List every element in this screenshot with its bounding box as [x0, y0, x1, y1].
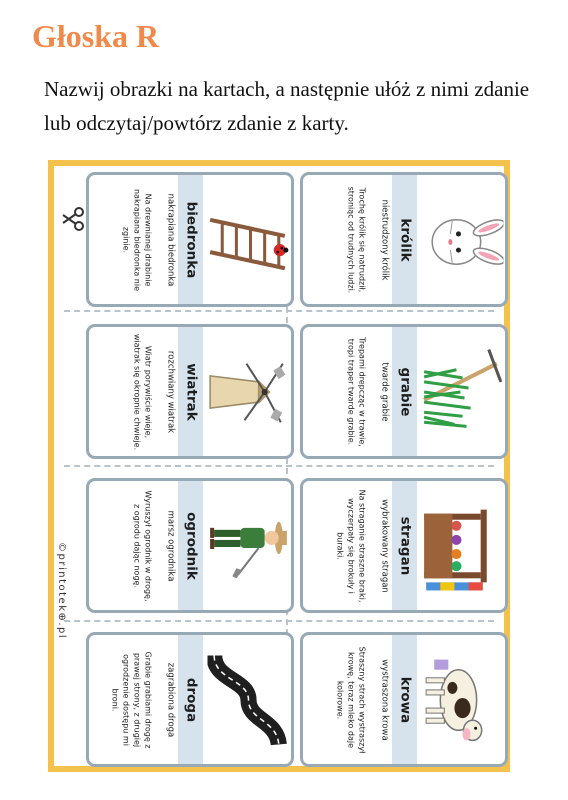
card-phrase: rozchwiany wiatrak: [165, 350, 176, 433]
card-biedronka[interactable]: [86, 172, 294, 307]
card-droga[interactable]: [86, 632, 294, 767]
card-phrase: twarde grabie: [379, 361, 390, 422]
card-grabie[interactable]: [300, 324, 508, 459]
card-phrase: niestrudzony królik: [379, 199, 390, 280]
market-stall-icon: [422, 495, 504, 596]
card-phrase: wystraszona krowa: [379, 658, 390, 741]
ladder-ladybug-icon: [208, 189, 290, 290]
card-phrase: nakrapiana biedronka: [165, 193, 176, 286]
card-sentence: Wiatr porywiście wieje, wiatrak się okropnie chwieje.: [132, 333, 153, 450]
cut-line: [64, 465, 494, 467]
road-icon: [208, 649, 290, 750]
card-word: królik: [397, 217, 414, 262]
card-krowa[interactable]: [300, 632, 508, 767]
card-word: stragan: [397, 516, 414, 575]
rabbit-icon: [422, 189, 504, 290]
card-phrase: wybrakowany stragan: [379, 498, 390, 593]
card-word: wiatrak: [183, 362, 200, 421]
card-phrase: zagrabiona droga: [165, 662, 176, 737]
page-title: Głoska R: [32, 18, 160, 54]
card-sentence: Trochę królik się natrudził, stroniąc od trudnych ludzi.: [346, 186, 367, 293]
card-word: droga: [183, 677, 200, 722]
card-ogrodnik[interactable]: [86, 478, 294, 613]
printoteka-watermark: ©printotek⊕.pl: [56, 542, 67, 640]
card-sentence: Na straganie straszne braki, wyczerpały się brokuły i buraki.: [335, 489, 367, 602]
card-phrase: marsz ogrodnika: [165, 510, 176, 581]
scissors-icon: [60, 206, 86, 232]
card-word: biedronka: [183, 201, 200, 278]
rake-grass-icon: [422, 341, 504, 442]
card-word: ogrodnik: [183, 511, 200, 580]
card-sentence: Trepami drepcząc w trawie, tropi traper twarde grabie.: [346, 336, 367, 447]
cut-line: [64, 310, 494, 312]
card-sentence: Wyruszył ogrodnik w drogę, z ogrodu dając nogę.: [132, 489, 153, 602]
card-sentence: Grabie grabiami drogę z prawej strony, z drugiej ogrodzenie dostępu mi broni.: [110, 650, 153, 748]
card-sentence: Straszny strach wystraszył krowę, teraz mleko daje kolorowe.: [335, 646, 367, 753]
card-krolik[interactable]: [300, 172, 508, 307]
card-word: krowa: [397, 676, 414, 723]
cow-icon: [422, 649, 504, 750]
card-sentence: Na drewnianej drabinie nakrapiana biedronka nie zginie.: [121, 188, 153, 291]
card-wiatrak[interactable]: [86, 324, 294, 459]
card-sheet-inner: [54, 166, 504, 766]
instructions-text: Nazwij obrazki na kartach, a następnie ułóż z nimi zdanie lub odczytaj/powtórz zdanie z karty.: [44, 77, 530, 135]
gardener-icon: [208, 495, 290, 596]
card-sheet: [48, 160, 510, 772]
cut-line: [64, 620, 494, 622]
windmill-icon: [208, 341, 290, 442]
card-stragan[interactable]: [300, 478, 508, 613]
card-word: grabie: [397, 367, 414, 416]
